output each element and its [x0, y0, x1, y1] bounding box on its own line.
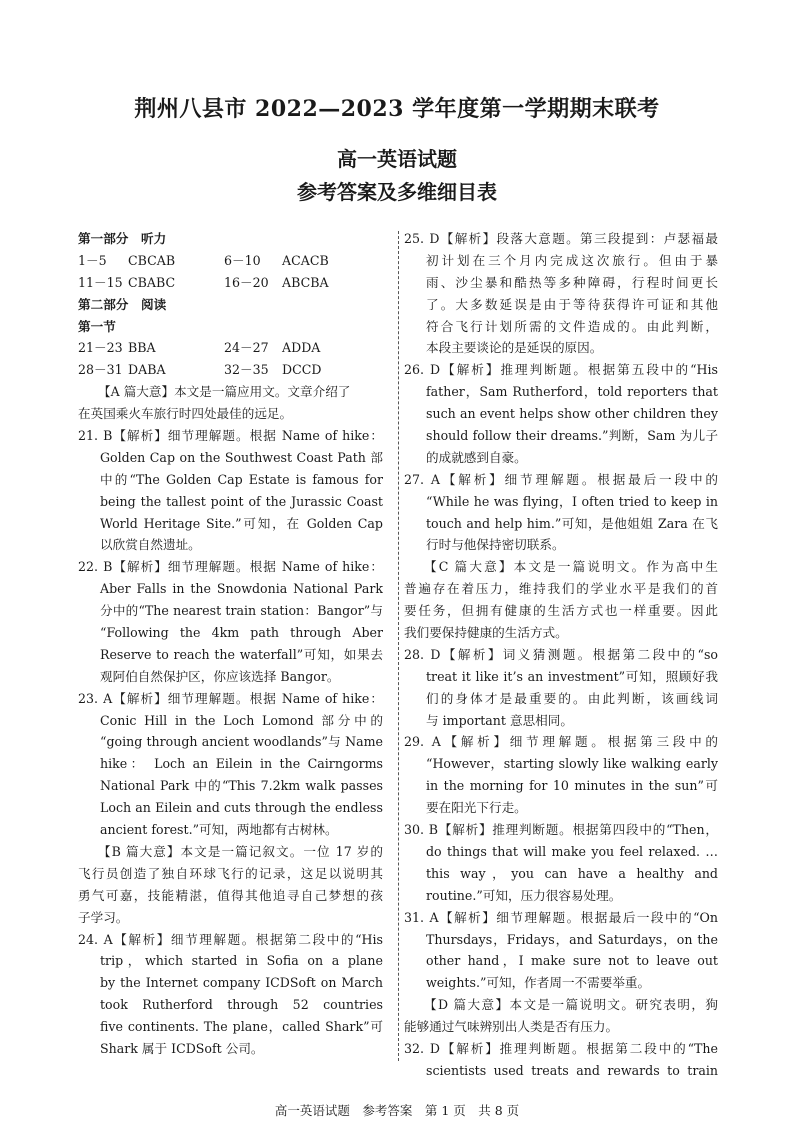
answer-explanation: routine.”可知，压力很容易处理。 [426, 887, 622, 903]
answer-explanation: 本段主要谈论的是延误的原因。 [426, 340, 603, 356]
answer-explanation: “While he was flying，I often tried to keep in [426, 493, 718, 509]
column-divider [398, 231, 399, 1061]
answer-row: 1－5 CBCAB 6－10 ACACB [78, 252, 329, 268]
answer-explanation: this way，you can have a healthy and [426, 865, 718, 881]
answer-explanation: 以欣赏自然遗址。 [100, 537, 201, 553]
answer-key-title: 参考答案及多维细目表 [297, 180, 497, 204]
answer-explanation: 28. D【解析】词义猜测题。根据第二段中的“so [404, 646, 718, 662]
answer-explanation: touch and help him.”可知，是他姐姐 Zara 在飞 [426, 515, 718, 531]
passage-summary: 我们要保持健康的生活方式。 [404, 625, 568, 641]
answer-explanation: father，Sam Rutherford，told reporters that [426, 384, 718, 400]
passage-summary: 【A 篇大意】本文是一篇应用文。文章介绍了 [98, 384, 351, 400]
right-column [404, 228, 718, 1082]
answer-explanation: 24. A【解析】细节理解题。根据第二段中的“His [78, 931, 383, 947]
answer-explanation: should follow their dreams.”判断，Sam 为儿子 [426, 428, 718, 444]
answer-explanation: took Rutherford through 52 countries [100, 997, 383, 1013]
answer-explanation: World Heritage Site.”可知，在 Golden Cap [100, 515, 383, 531]
answer-explanation: ancient forest.”可知，两地都有古树林。 [100, 822, 338, 838]
answer-explanation: 雨、沙尘暴和酷热等多种障碍，行程时间更长 [426, 274, 718, 290]
answer-explanation: by the Internet company ICDSoft on March [100, 975, 383, 991]
passage-summary: 勇气可嘉，技能精湛，值得其他追寻自己梦想的孩 [78, 887, 383, 903]
passage-summary: 飞行员创造了独自环球飞行的记录，这足以说明其 [78, 865, 383, 881]
answer-explanation: Conic Hill in the Loch Lomond 部分中的 [100, 712, 383, 728]
passage-summary: 【B 篇大意】本文是一篇记叙文。一位 17 岁的 [98, 843, 383, 859]
answer-explanation: weights.”可知，作者周一不需要举重。 [426, 975, 651, 991]
answer-row: 28－31 DABA 32－35 DCCD [78, 362, 322, 378]
answer-explanation: 中的“The Golden Cap Estate is famous for [100, 471, 383, 487]
answer-explanation: trip，which started in Sofia on a plane [100, 953, 383, 969]
answer-explanation: 了。大多数延误是由于等待获得许可证和其他 [426, 296, 718, 312]
answer-explanation: hike： Loch an Eilein in the Cairngorms [100, 756, 383, 772]
answer-explanation: Thursdays，Fridays，and Saturdays，on the [426, 931, 718, 947]
answer-explanation: such an event helps show other children they [426, 406, 718, 422]
passage-summary: 要任务，但拥有健康的生活方式也一样重要。因此 [404, 603, 718, 619]
answer-explanation: scientists used treats and rewards to train [426, 1062, 718, 1078]
part-heading: 第二部分 阅读 [78, 296, 167, 312]
answer-explanation: National Park 中的“This 7.2km walk passes [100, 778, 383, 794]
answer-explanation: “going through ancient woodlands”与 Name [100, 734, 383, 750]
passage-summary: 普遍存在着压力，维持我们的学业水平是我们的首 [404, 581, 718, 597]
answer-explanation: Loch an Eilein and cuts through the endless [100, 800, 383, 816]
answer-explanation: 30. B【解析】推理判断题。根据第四段中的“Then， [404, 822, 718, 838]
answer-explanation: 23. A【解析】细节理解题。根据 Name of hike： [78, 690, 383, 706]
answer-explanation: 分中的“The nearest train station：Bangor”与 [100, 603, 383, 619]
passage-summary: 【C 篇大意】本文是一篇说明文。作为高中生 [424, 559, 718, 575]
passage-summary: 在英国乘火车旅行时四处最佳的远足。 [78, 406, 293, 422]
answer-explanation: 26. D【解析】推理判断题。根据第五段中的“His [404, 362, 718, 378]
answer-explanation: “Following the 4km path through Aber [100, 625, 383, 641]
answer-explanation: other hand，I make sure not to leave out [426, 953, 718, 969]
answer-explanation: 32. D【解析】推理判断题。根据第二段中的“The [404, 1040, 718, 1056]
left-column [78, 228, 383, 1060]
passage-summary: 能够通过气味辨别出人类是否有压力。 [404, 1019, 619, 1035]
answer-explanation: 初计划在三个月内完成这次旅行。但由于暴 [426, 252, 718, 268]
answer-explanation: Shark 属于 ICDSoft 公司。 [100, 1040, 264, 1056]
answer-explanation: 要在阳光下行走。 [426, 800, 527, 816]
answer-explanation: 25. D【解析】段落大意题。第三段提到：卢瑟福最 [404, 231, 718, 246]
answer-explanation: Aber Falls in the Snowdonia National Park [100, 581, 383, 597]
answer-explanation: treat it like it’s an investment”可知，照顾好我 [426, 668, 718, 684]
answer-explanation: do things that will make you feel relaxed. … [426, 843, 718, 859]
answer-explanation: Golden Cap on the Southwest Coast Path 部 [100, 449, 383, 465]
answer-explanation: 符合飞行计划所需的文件造成的。由此判断， [426, 318, 718, 334]
passage-summary: 子学习。 [78, 909, 129, 925]
answer-explanation: in the morning for 10 minutes in the sun”可 [426, 778, 718, 794]
subject-title: 高一英语试题 [337, 147, 457, 171]
passage-summary: 【D 篇大意】本文是一篇说明文。研究表明，狗 [424, 997, 718, 1013]
exam-title: 荆州八县市 2022—2023 学年度第一学期期末联考 [134, 96, 660, 122]
answer-row: 11－15 CBABC 16－20 ABCBA [78, 274, 329, 290]
answer-row: 21－23 BBA 24－27 ADDA [78, 340, 321, 356]
answer-explanation: 29. A【解析】细节理解题。根据第三段中的 [404, 734, 718, 750]
answer-explanation: 的成就感到自豪。 [426, 449, 527, 465]
answer-explanation: 行时与他保持密切联系。 [426, 537, 565, 553]
answer-explanation: “However，starting slowly like walking early [426, 756, 718, 772]
answer-explanation: 与 important 意思相同。 [426, 712, 573, 728]
answer-explanation: being the tallest point of the Jurassic Coast [100, 493, 383, 509]
answer-explanation: 们的身体才是最重要的。由此判断，该画线词 [426, 690, 718, 706]
page-footer: 高一英语试题 参考答案 第 1 页 共 8 页 [274, 1103, 520, 1118]
answer-explanation: 27. A【解析】细节理解题。根据最后一段中的 [404, 471, 718, 487]
answer-explanation: 观阿伯自然保护区，你应该选择 Bangor。 [100, 668, 340, 684]
answer-explanation: five continents. The plane，called Shark”可 [100, 1019, 383, 1035]
part-heading: 第一部分 听力 [78, 231, 167, 246]
answer-explanation: 31. A【解析】细节理解题。根据最后一段中的“On [404, 909, 718, 925]
answer-explanation: 21. B【解析】细节理解题。根据 Name of hike： [78, 428, 383, 444]
section-heading: 第一节 [78, 318, 116, 334]
answer-explanation: Reserve to reach the waterfall”可知，如果去 [100, 646, 383, 662]
answer-explanation: 22. B【解析】细节理解题。根据 Name of hike： [78, 559, 383, 575]
